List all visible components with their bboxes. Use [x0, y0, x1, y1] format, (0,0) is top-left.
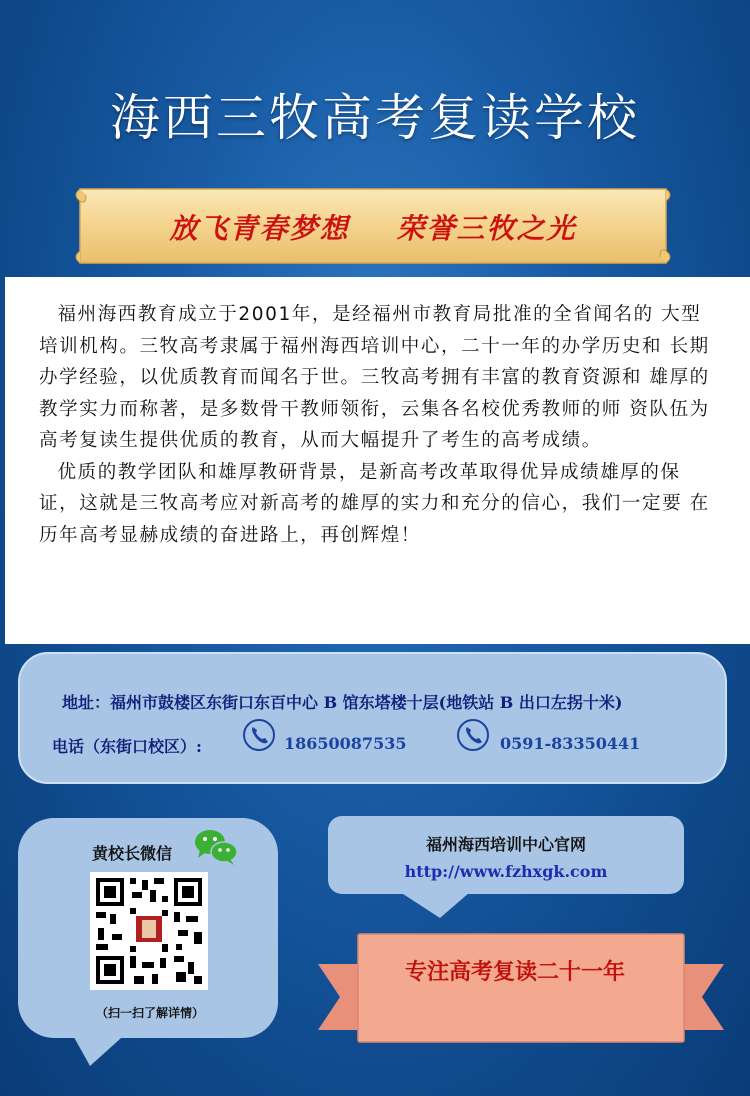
slogan-scroll-banner [74, 185, 672, 267]
ribbon-banner [318, 930, 724, 1050]
phone-label: 电话（东街口校区）: [52, 737, 202, 756]
wechat-bubble-tail [70, 1030, 130, 1070]
wechat-icon [194, 828, 238, 866]
website-bubble-tail [400, 892, 470, 920]
scan-hint: （扫一扫了解详情） [96, 1006, 205, 1020]
wechat-qr-code [90, 872, 208, 990]
website-url-link[interactable]: http://www.fzhxgk.com [404, 862, 608, 881]
website-name: 福州海西培训中心官网 [425, 835, 586, 854]
contact-panel [18, 652, 727, 784]
ribbon-text: 专注高考复读二十一年 [404, 959, 625, 985]
intro-panel [5, 277, 750, 644]
qr-code-graphic [90, 872, 208, 990]
website-bubble [328, 816, 684, 894]
phone-number-2[interactable]: 0591-83350441 [500, 734, 641, 753]
address-text: 地址：福州市鼓楼区东街口东百中心 B 馆东塔楼十层(地铁站 B 出口左拐十米) [62, 693, 623, 712]
intro-paragraph-1: 福州海西教育成立于2001年，是经福州市教育局批准的全省闻名的 大型培训机构。三牧高考隶属于福州海西培训中心，二十一年的办学历史和 长期办学经验，以优质教育而闻名于世。三牧高考拥有丰富的教育资源和 雄厚的教学实力而称著，是多数骨干教师领衔，云集各名校优秀教师的师 资队伍为高考复读生提供优质的教育，从而大幅提升了考生的高考成绩。 [39, 304, 710, 451]
page-title: 海西三牧高考复读学校 [110, 89, 640, 147]
phone-number-1[interactable]: 18650087535 [284, 734, 407, 753]
phone-icon [456, 718, 490, 752]
phone-icon [242, 718, 276, 752]
wechat-label: 黄校长微信 [92, 844, 173, 863]
slogan-text: 放飞青春梦想 荣誉三牧之光 [169, 212, 577, 245]
intro-paragraph-2: 优质的教学团队和雄厚教研背景，是新高考改革取得优异成绩雄厚的保 证，这就是三牧高考应对新高考的雄厚的实力和充分的信心，我们一定要 在历年高考显赫成绩的奋进路上，再创辉煌！ [39, 461, 710, 546]
